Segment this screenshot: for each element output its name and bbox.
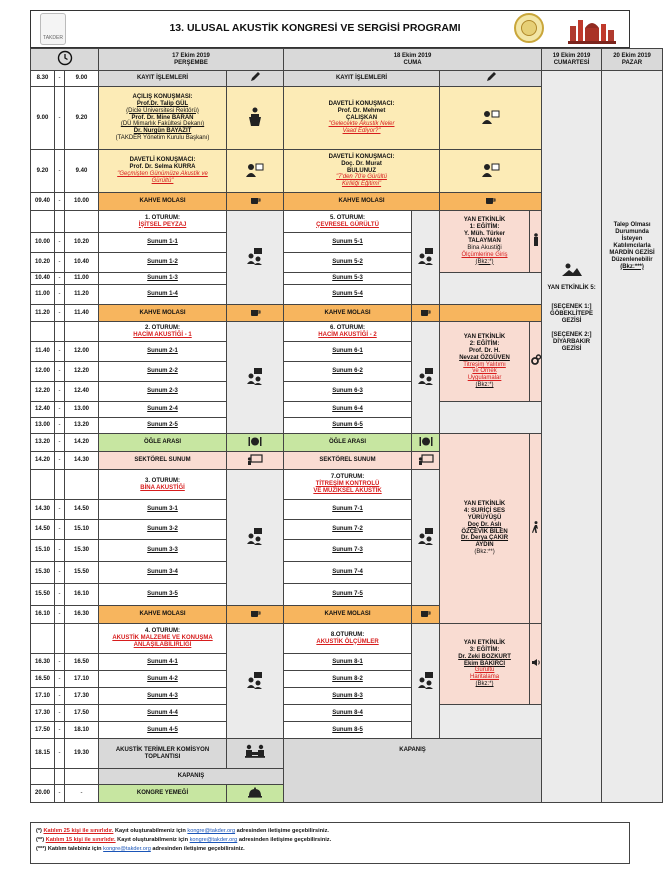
dash: - xyxy=(55,739,65,769)
coffee-icon xyxy=(227,606,284,624)
email-link[interactable]: kongre@takder.org xyxy=(189,836,238,843)
end-time: 16.10 xyxy=(65,584,99,606)
dash: - xyxy=(55,606,65,624)
presentation-item: Sunum 6-1 xyxy=(284,342,412,362)
coffee-break: KAHVE MOLASI xyxy=(99,193,227,211)
dash: - xyxy=(55,722,65,739)
dash: - xyxy=(55,705,65,722)
session-2-header: 2. OTURUM: HACİM AKUSTİĞİ - 1 xyxy=(99,322,227,342)
presentation-item: Sunum 3-5 xyxy=(99,584,227,606)
walking-icon xyxy=(530,434,542,624)
day-date: 18 Ekim 2019 xyxy=(393,52,432,59)
start-time: 20.00 xyxy=(31,785,55,803)
email-link[interactable]: kongre@takder.org xyxy=(103,845,151,852)
start-time: 10.00 xyxy=(31,233,55,253)
dash: - xyxy=(55,654,65,671)
session-4-header: 4. OTURUM: AKUSTİK MALZEME VE KONUŞMA ANLAŞILABİLİRLİĞİ xyxy=(99,624,227,654)
start-time: 8.30 xyxy=(31,71,55,87)
end-time: 15.10 xyxy=(65,520,99,540)
presentation-item: Sunum 8-5 xyxy=(284,722,412,739)
start-time: 17.50 xyxy=(31,722,55,739)
lunch-break: ÖĞLE ARASI xyxy=(99,434,227,452)
session-6-header: 6. OTURUM: HACİM AKUSTİĞİ - 2 xyxy=(284,322,412,342)
start-time: 13.20 xyxy=(31,434,55,452)
presentation-item: Sunum 1-2 xyxy=(99,253,227,273)
board-icon xyxy=(227,452,284,470)
presentation-item: Sunum 6-2 xyxy=(284,362,412,382)
meeting-icon xyxy=(227,739,284,769)
presentation-icon xyxy=(227,624,284,739)
day-header-sun xyxy=(602,49,663,71)
day-name: PERŞEMBE xyxy=(174,59,208,66)
dash: - xyxy=(55,273,65,285)
end-time: 19.30 xyxy=(65,739,99,769)
start-time: 14.20 xyxy=(31,452,55,470)
board-icon xyxy=(412,452,440,470)
pen-icon xyxy=(440,71,542,87)
start-time: 13.00 xyxy=(31,418,55,434)
coffee-break: KAHVE MOLASI xyxy=(284,193,440,211)
gears-icon xyxy=(530,322,542,402)
day-name: CUMA xyxy=(403,59,422,66)
sun-landscape-icon xyxy=(561,260,583,278)
dash: - xyxy=(55,285,65,305)
congress-dinner: KONGRE YEMEĞİ xyxy=(99,785,227,803)
start-time: 15.10 xyxy=(31,540,55,562)
saturday-option-1: [SEÇENEK 1:] GÖBEKLİTEPE GEZİSİ xyxy=(550,303,594,324)
start-time: 11.40 xyxy=(31,342,55,362)
end-time: 17.50 xyxy=(65,705,99,722)
coffee-break: KAHVE MOLASI xyxy=(99,305,227,322)
cloche-icon xyxy=(227,785,284,803)
presentation-item: Sunum 7-3 xyxy=(284,540,412,562)
presentation-item: Sunum 1-3 xyxy=(99,273,227,285)
end-time: 10.20 xyxy=(65,233,99,253)
dash: - xyxy=(55,150,65,193)
dash: - xyxy=(55,584,65,606)
presentation-item: Sunum 3-1 xyxy=(99,500,227,520)
day-date: 20 Ekim 2019 xyxy=(613,52,651,59)
day-header-fri xyxy=(284,49,542,71)
end-time: - xyxy=(65,785,99,803)
coffee-icon xyxy=(227,305,284,322)
side-event-3: YAN ETKİNLİK 3: EĞİTİM: Dr. Zeki BOZKURT Ekim BAKIRCI Gürültü Haritalama (Bkz:*) xyxy=(440,624,530,705)
presentation-icon xyxy=(227,322,284,434)
end-time: 16.50 xyxy=(65,654,99,671)
end-time: 11.00 xyxy=(65,273,99,285)
end-time: 9.20 xyxy=(65,87,99,150)
clock-icon xyxy=(57,50,73,66)
end-time: 15.50 xyxy=(65,562,99,584)
end-time: 12.00 xyxy=(65,342,99,362)
end-time: 17.30 xyxy=(65,688,99,705)
presentation-item: Sunum 7-1 xyxy=(284,500,412,520)
side-event-1: YAN ETKİNLİK 1: EĞİTİM: Y. Müh. Türker TALAYMAN Bina Akustiği Ölçümlerine Giriş (Bkz:*) xyxy=(440,211,530,273)
start-time: 9.00 xyxy=(31,87,55,150)
registration-fri: KAYIT İŞLEMLERİ xyxy=(284,71,440,87)
start-time: 12.40 xyxy=(31,402,55,418)
presentation-icon xyxy=(412,322,440,434)
end-time: 14.30 xyxy=(65,452,99,470)
dash: - xyxy=(55,785,65,803)
footnote-2: (**) Katılım 15 kişi ile sınırlıdır. Kayıt oluşturabilmeniz için kongre@takder.org adresinden iletişime geçebilirsiniz. xyxy=(36,836,332,843)
start-time: 09.40 xyxy=(31,193,55,211)
presentation-item: Sunum 2-2 xyxy=(99,362,227,382)
end-time: 13.00 xyxy=(65,402,99,418)
sector-presentation: SEKTÖREL SUNUM xyxy=(284,452,412,470)
sunday-trip: MARDİN GEZİSİ xyxy=(609,249,655,256)
end-time: 9.40 xyxy=(65,150,99,193)
cutlery-icon xyxy=(227,434,284,452)
speaker-icon xyxy=(530,624,542,705)
day-date: 17 Ekim 2019 xyxy=(172,52,210,59)
start-time: 9.20 xyxy=(31,150,55,193)
coffee-break: KAHVE MOLASI xyxy=(284,606,412,624)
presentation-item: Sunum 8-1 xyxy=(284,654,412,671)
start-time: 15.50 xyxy=(31,584,55,606)
cutlery-icon xyxy=(412,434,440,452)
lecture-icon xyxy=(227,150,284,193)
footnote-3: (***) Katılım talebiniz için kongre@takder.org adresinden iletişime geçebilirsiniz. xyxy=(36,845,245,852)
footnote-1: (*) Katılım 25 kişi ile sınırlıdır. Kayıt oluşturabilmeniz için kongre@takder.org adresinden iletişime geçebilirsiniz. xyxy=(36,828,329,834)
pen-icon xyxy=(227,71,284,87)
program-table xyxy=(30,48,663,803)
sunday-ref: (Bkz:***) xyxy=(620,263,644,270)
presentation-item: Sunum 6-5 xyxy=(284,418,412,434)
dash: - xyxy=(55,418,65,434)
session-3-header: 3. OTURUM: BİNA AKUSTİĞİ xyxy=(99,470,227,500)
presentation-item: Sunum 5-4 xyxy=(284,285,412,305)
end-time: 13.20 xyxy=(65,418,99,434)
presentation-item: Sunum 4-3 xyxy=(99,688,227,705)
coffee-icon xyxy=(412,606,440,624)
sunday-text2: Düzenlenebilir xyxy=(611,256,653,263)
email-link[interactable]: kongre@takder.org xyxy=(187,828,236,834)
training-icon xyxy=(530,211,542,273)
start-time: 15.30 xyxy=(31,562,55,584)
presentation-item: Sunum 1-4 xyxy=(99,285,227,305)
session-1-header: 1. OTURUM: İŞİTSEL PEYZAJ xyxy=(99,211,227,233)
dash: - xyxy=(55,452,65,470)
start-time: 18.15 xyxy=(31,739,55,769)
lunch-break: ÖĞLE ARASI xyxy=(284,434,412,452)
presentation-item: Sunum 8-2 xyxy=(284,671,412,688)
start-time: 10.20 xyxy=(31,253,55,273)
sunday-column xyxy=(602,71,663,803)
coffee-break: KAHVE MOLASI xyxy=(284,305,412,322)
podium-icon xyxy=(227,87,284,150)
start-time: 12.20 xyxy=(31,382,55,402)
start-time: 16.10 xyxy=(31,606,55,624)
dash: - xyxy=(55,193,65,211)
presentation-item: Sunum 8-3 xyxy=(284,688,412,705)
footnotes xyxy=(30,822,630,864)
day-name: PAZAR xyxy=(621,59,643,66)
presentation-item: Sunum 2-3 xyxy=(99,382,227,402)
start-time: 11.20 xyxy=(31,305,55,322)
city-skyline-logo xyxy=(568,14,616,44)
coffee-icon xyxy=(412,305,440,322)
presentation-item: Sunum 4-2 xyxy=(99,671,227,688)
dash: - xyxy=(55,382,65,402)
closing-fri: KAPANIŞ xyxy=(284,739,542,803)
presentation-item: Sunum 3-3 xyxy=(99,540,227,562)
end-time: 11.20 xyxy=(65,285,99,305)
takder-logo xyxy=(40,13,66,45)
presentation-item: Sunum 5-3 xyxy=(284,273,412,285)
invited-speaker-fri-1: DAVETLİ KONUŞMACI: Prof. Dr. Mehmet ÇALIŞKAN "Gelecekte Akustik Neler Vaad Ediyor?" xyxy=(284,87,440,150)
sunday-text: Talep Olması Durumunda İsteyen Katılımcılarla xyxy=(613,222,651,250)
end-time: 9.00 xyxy=(65,71,99,87)
end-time: 10.40 xyxy=(65,253,99,273)
dash: - xyxy=(55,87,65,150)
lecture-icon xyxy=(440,87,542,150)
presentation-item: Sunum 2-4 xyxy=(99,402,227,418)
day-header-thu xyxy=(99,49,284,71)
university-seal-logo xyxy=(514,13,544,43)
dash: - xyxy=(55,253,65,273)
session-5-header: 5. OTURUM: ÇEVRESEL GÜRÜLTÜ xyxy=(284,211,412,233)
presentation-item: Sunum 5-2 xyxy=(284,253,412,273)
sector-presentation: SEKTÖREL SUNUM xyxy=(99,452,227,470)
end-time: 16.30 xyxy=(65,606,99,624)
side-event-5-label: YAN ETKİNLİK 5: xyxy=(547,284,596,291)
presentation-item: Sunum 6-4 xyxy=(284,402,412,418)
day-date: 19 Ekim 2019 xyxy=(552,52,591,59)
presentation-item: Sunum 4-1 xyxy=(99,654,227,671)
dash: - xyxy=(55,402,65,418)
start-time: 17.10 xyxy=(31,688,55,705)
opening-speech: AÇILIŞ KONUŞMASI: Prof.Dr. Talip GÜL (Dicle Üniversitesi Rektörü) Prof. Dr. Mine BARAN (DÜ Mimarlık Fakültesi Dekanı) Dr. Nurgün BAYAZIT (TAKDER Yönetim Kurulu Başkanı) xyxy=(99,87,227,150)
presentation-icon xyxy=(412,624,440,739)
end-time: 12.20 xyxy=(65,362,99,382)
end-time: 17.10 xyxy=(65,671,99,688)
saturday-column xyxy=(542,71,602,803)
start-time: 14.50 xyxy=(31,520,55,540)
dash: - xyxy=(55,671,65,688)
dash: - xyxy=(55,233,65,253)
presentation-item: Sunum 2-1 xyxy=(99,342,227,362)
presentation-item: Sunum 4-4 xyxy=(99,705,227,722)
end-time: 12.40 xyxy=(65,382,99,402)
day-name: CUMARTESİ xyxy=(553,59,590,66)
presentation-item: Sunum 7-4 xyxy=(284,562,412,584)
dash: - xyxy=(55,540,65,562)
dash: - xyxy=(55,500,65,520)
presentation-icon xyxy=(412,470,440,606)
terms-commission-meeting: AKUSTİK TERİMLER KOMİSYON TOPLANTISI xyxy=(99,739,227,769)
start-time: 12.00 xyxy=(31,362,55,382)
coffee-icon xyxy=(227,193,284,211)
session-7-header: 7.OTURUM: TİTREŞİM KONTROLÜ VE MÜZİKSEL AKUSTİK xyxy=(284,470,412,500)
presentation-item: Sunum 4-5 xyxy=(99,722,227,739)
presentation-icon xyxy=(227,211,284,305)
dash: - xyxy=(55,520,65,540)
end-time: 10.00 xyxy=(65,193,99,211)
end-time: 15.30 xyxy=(65,540,99,562)
dash: - xyxy=(55,362,65,382)
presentation-item: Sunum 3-4 xyxy=(99,562,227,584)
side-event-4: YAN ETKİNLİK 4: SURİÇİ SES YÜRÜYÜŞÜ Doç Dr. Aslı ÖZÇEVİK BİLEN Dr. Derya ÇAKIR AYDIN (Bkz:**) xyxy=(440,434,530,624)
registration-thu: KAYIT İŞLEMLERİ xyxy=(99,71,227,87)
session-8-header: 8.OTURUM: AKUSTİK ÖLÇÜMLER xyxy=(284,624,412,654)
start-time: 17.30 xyxy=(31,705,55,722)
saturday-option-2: [SEÇENEK 2:] DİYARBAKIR GEZİSİ xyxy=(551,332,592,353)
start-time: 16.50 xyxy=(31,671,55,688)
presentation-item: Sunum 7-5 xyxy=(284,584,412,606)
presentation-item: Sunum 5-1 xyxy=(284,233,412,253)
clock-header xyxy=(31,49,99,71)
start-time: 11.00 xyxy=(31,285,55,305)
logo-text: TAKDER xyxy=(43,35,63,41)
dash: - xyxy=(55,305,65,322)
closing-thu: KAPANIŞ xyxy=(99,769,284,785)
presentation-icon xyxy=(227,470,284,606)
start-time: 16.30 xyxy=(31,654,55,671)
end-time: 14.50 xyxy=(65,500,99,520)
day-header-sat xyxy=(542,49,602,71)
presentation-item: Sunum 6-3 xyxy=(284,382,412,402)
dash: - xyxy=(55,342,65,362)
dash: - xyxy=(55,71,65,87)
dash: - xyxy=(55,562,65,584)
presentation-item: Sunum 7-2 xyxy=(284,520,412,540)
coffee-break: KAHVE MOLASI xyxy=(99,606,227,624)
coffee-icon xyxy=(440,193,542,211)
end-time: 14.20 xyxy=(65,434,99,452)
presentation-icon xyxy=(412,211,440,305)
start-time: 10.40 xyxy=(31,273,55,285)
side-event-2: YAN ETKİNLİK 2: EĞİTİM: Prof. Dr. H. Nevzat ÖZGÜVEN Titreşim Yalıtımı ve Örnek Uygulamalar (Bkz:*) xyxy=(440,322,530,402)
end-time: 11.40 xyxy=(65,305,99,322)
end-time: 18.10 xyxy=(65,722,99,739)
presentation-item: Sunum 1-1 xyxy=(99,233,227,253)
presentation-item: Sunum 8-4 xyxy=(284,705,412,722)
page-title: 13. ULUSAL AKUSTİK KONGRESİ VE SERGİSİ PROGRAMI xyxy=(169,22,461,34)
presentation-item: Sunum 2-5 xyxy=(99,418,227,434)
lecture-icon xyxy=(440,150,542,193)
invited-speaker-fri-2: DAVETLİ KONUŞMACI: Doç. Dr. Murat BULUNUZ "7'den 70'e Gürültü Kirliliği Eğitimi" xyxy=(284,150,440,193)
dash: - xyxy=(55,434,65,452)
start-time: 14.30 xyxy=(31,500,55,520)
invited-speaker-thu: DAVETLİ KONUŞMACI: Prof. Dr. Selma KURRA "Geçmişten Günümüze Akustik ve Gürültü" xyxy=(99,150,227,193)
presentation-item: Sunum 3-2 xyxy=(99,520,227,540)
dash: - xyxy=(55,688,65,705)
